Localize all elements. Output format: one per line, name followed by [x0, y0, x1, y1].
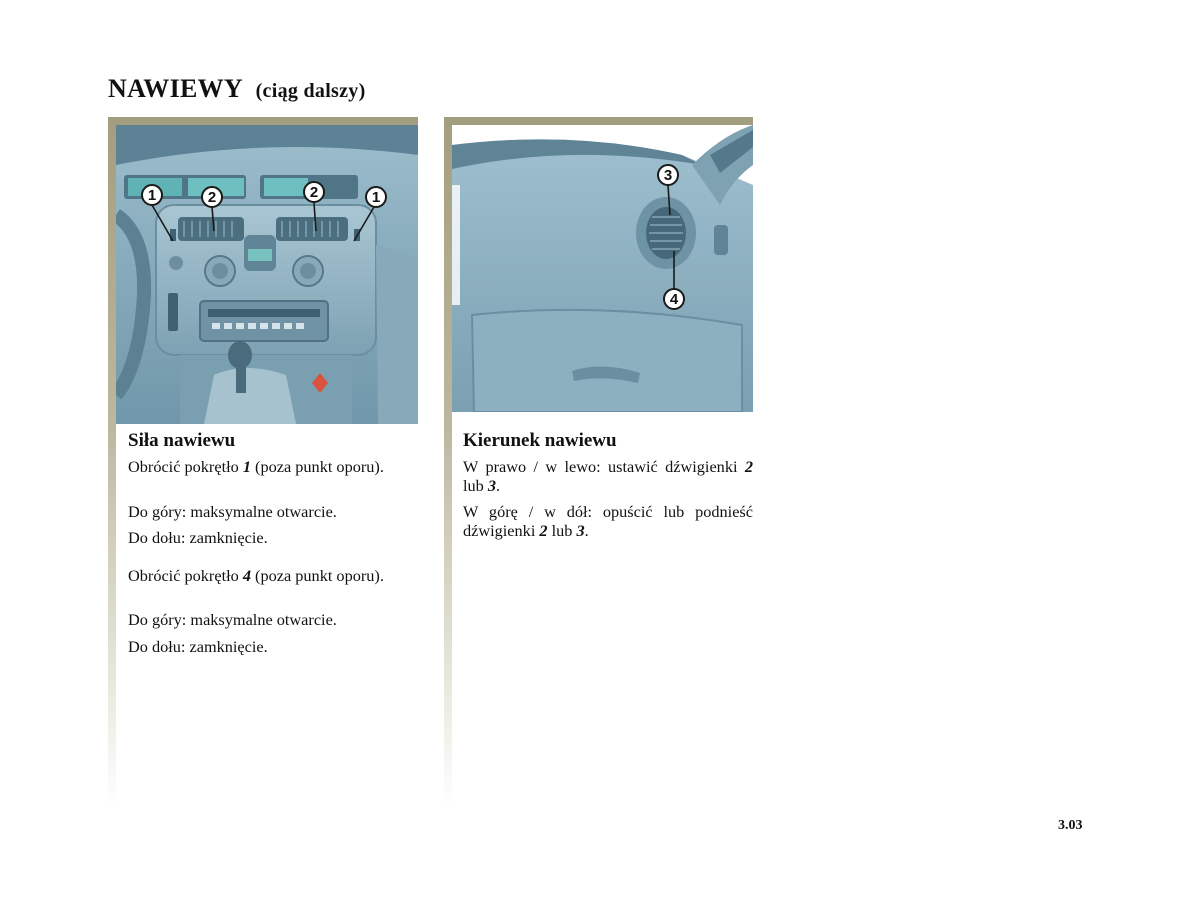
left-paragraph-5: Do góry: maksymalne otwarcie.: [128, 610, 337, 629]
right-top-bar: [444, 117, 753, 125]
left-paragraph-4: Obrócić pokrętło 4 (poza punkt oporu).: [128, 566, 384, 585]
callout-3: [658, 165, 678, 185]
callout-2-left: [202, 187, 222, 207]
right-column-bar: [444, 117, 452, 807]
left-paragraph-1: Obrócić pokrętło 1 (poza punkt oporu).: [128, 457, 384, 476]
right-paragraph-2: W górę / w dół: opuścić lub podnieść dźwigienki 2 lub 3.: [463, 502, 753, 540]
right-paragraph-1: W prawo / w lewo: ustawić dźwigienki 2 lub 3.: [463, 457, 753, 495]
left-callouts-layer: [116, 125, 418, 424]
callout-2-right: [304, 182, 324, 202]
svg-text:1: 1: [371, 189, 381, 206]
left-paragraph-2: Do góry: maksymalne otwarcie.: [128, 502, 337, 521]
svg-text:4: 4: [669, 291, 679, 308]
right-callouts-layer: [452, 125, 753, 412]
left-top-bar: [108, 117, 418, 125]
center-console-illustration: [116, 125, 418, 424]
callout-1-left: [142, 185, 162, 205]
right-section-heading: Kierunek nawiewu: [463, 430, 617, 451]
svg-text:2: 2: [309, 184, 319, 201]
page-title: [108, 74, 366, 104]
callout-1-right: [366, 187, 386, 207]
svg-text:1: 1: [147, 187, 157, 204]
left-column-bar: [108, 117, 116, 807]
left-section-heading: Siła nawiewu: [128, 430, 236, 451]
callout-4: [664, 289, 684, 309]
svg-text:3: 3: [663, 167, 673, 184]
passenger-vent-illustration: [452, 125, 753, 412]
page-number: 3.03: [1058, 818, 1083, 833]
svg-text:2: 2: [207, 189, 217, 206]
left-paragraph-3: Do dołu: zamknięcie.: [128, 528, 268, 547]
left-paragraph-6: Do dołu: zamknięcie.: [128, 637, 268, 656]
page-title-subtitle: (ciąg dalszy): [255, 80, 366, 102]
page-title-main: NAWIEWY: [108, 74, 244, 103]
